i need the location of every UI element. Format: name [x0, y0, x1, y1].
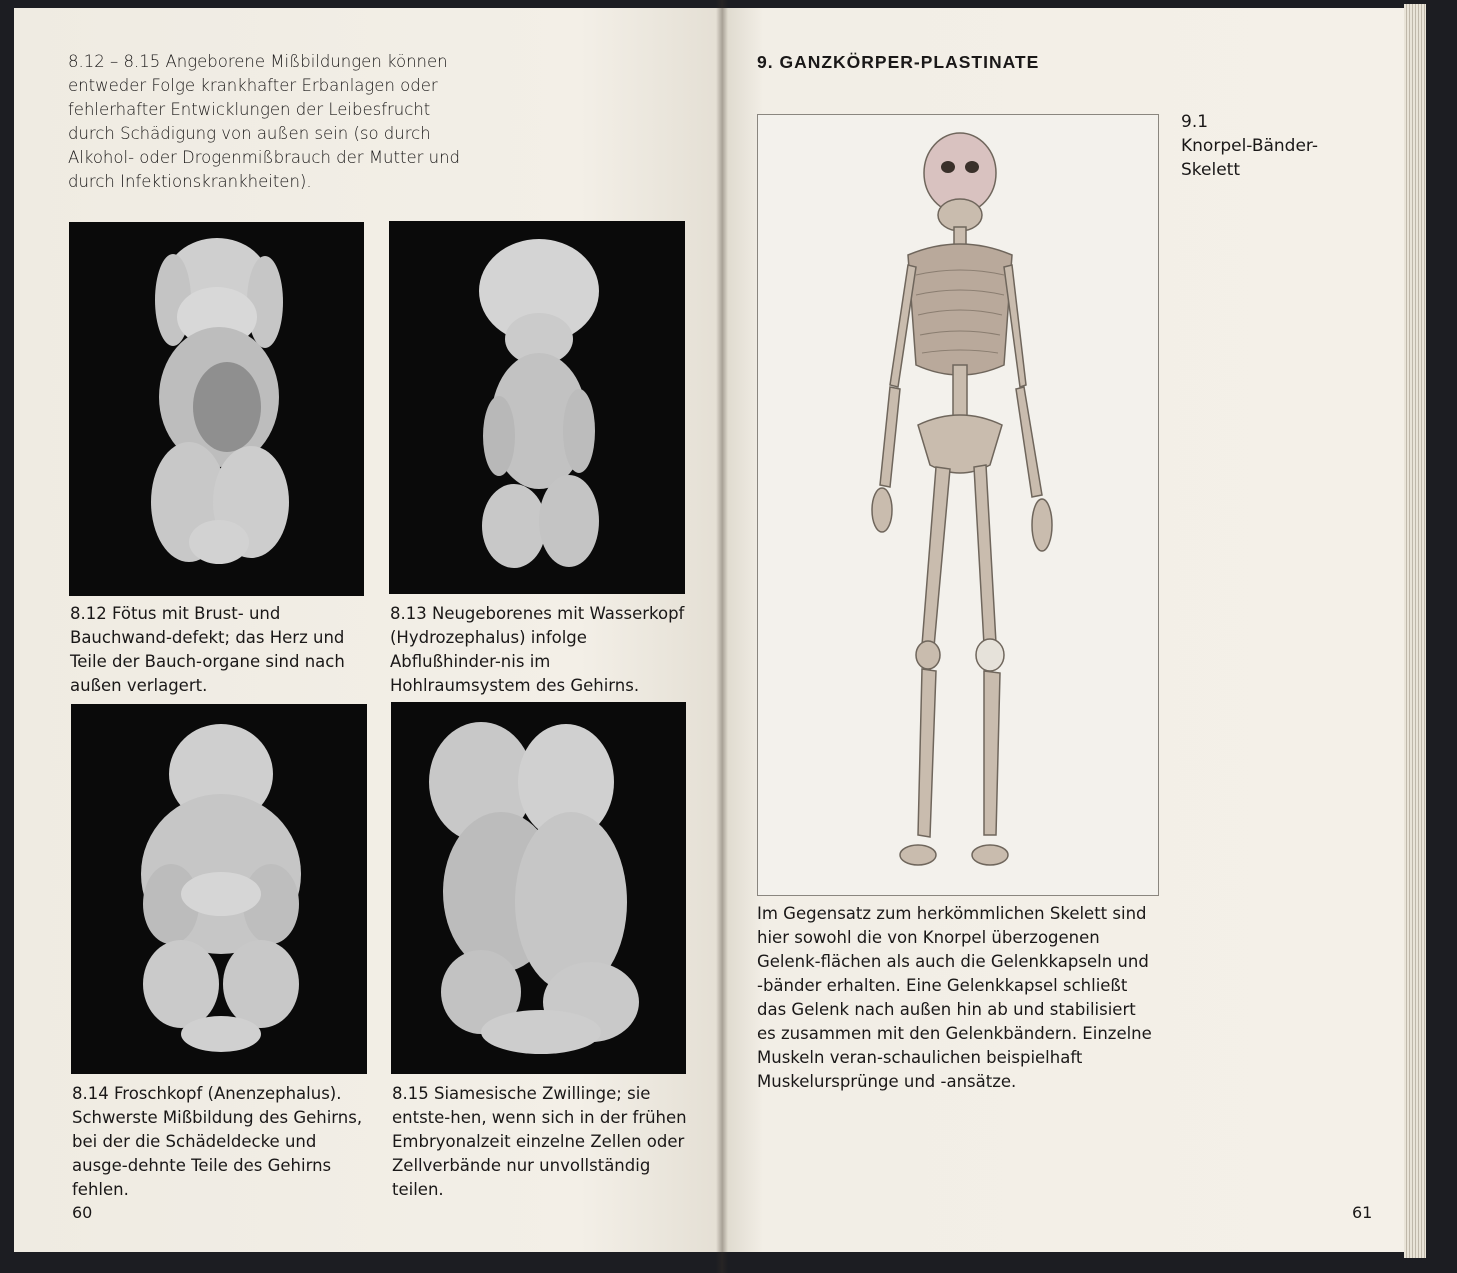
- photo-8-12: [69, 222, 364, 596]
- photo-8-14: [71, 704, 367, 1074]
- figure-title: Knorpel-Bänder-Skelett: [1181, 136, 1318, 180]
- caption-8-14: 8.14 Froschkopf (Anenzephalus). Schwerste Mißbildung des Gehirns, bei der die Schädeldecke und ausge-dehnte Teile des Gehirns fehlen.: [72, 1084, 363, 1199]
- page-edges: [1404, 4, 1426, 1258]
- skeleton-photo: [757, 114, 1159, 896]
- figure-sidenote: [1181, 110, 1331, 182]
- caption-8-15: 8.15 Siamesische Zwillinge; sie entste-hen, wenn sich in der frühen Embryonalzeit einzelne Zellen oder Zellverbände nur unvollständig teilen.: [392, 1084, 687, 1199]
- caption-8-12: 8.12 Fötus mit Brust- und Bauchwand-defekt; das Herz und Teile der Bauch-organe sind nach außen verlagert.: [70, 604, 345, 695]
- photo-8-15: [391, 702, 686, 1074]
- page-number-left: 60: [72, 1203, 93, 1222]
- figure-label: 9.1: [1181, 112, 1209, 132]
- photo-8-13: [389, 221, 685, 594]
- caption-8-13: 8.13 Neugeborenes mit Wasserkopf (Hydrozephalus) infolge Abflußhinder-nis im Hohlraumsystem des Gehirns.: [390, 604, 685, 695]
- intro-paragraph: 8.12 – 8.15 Angeborene Mißbildungen können entweder Folge krankhafter Erbanlagen oder fehlerhafter Entwicklungen der Leibesfrucht durch Schädigung von außen sein (so durch Alkohol- oder Drogenmißbrauch der Mutter und durch Infektionskrankheiten).: [68, 52, 461, 191]
- book-gutter: [716, 0, 728, 1273]
- chapter-title: 9. GANZKÖRPER-PLASTINATE: [757, 52, 1040, 72]
- body-paragraph: Im Gegensatz zum herkömmlichen Skelett sind hier sowohl die von Knorpel überzogenen Gelenk-flächen als auch die Gelenkkapseln und -bänder erhalten. Eine Gelenkkapsel schließt das Gelenk nach außen hin ab und stabilisiert es zusammen mit den Gelenkbändern. Einzelne Muskeln veran-schaulichen beispielhaft Muskelursprünge und -ansätze.: [757, 904, 1152, 1091]
- page-number-right: 61: [1352, 1203, 1373, 1222]
